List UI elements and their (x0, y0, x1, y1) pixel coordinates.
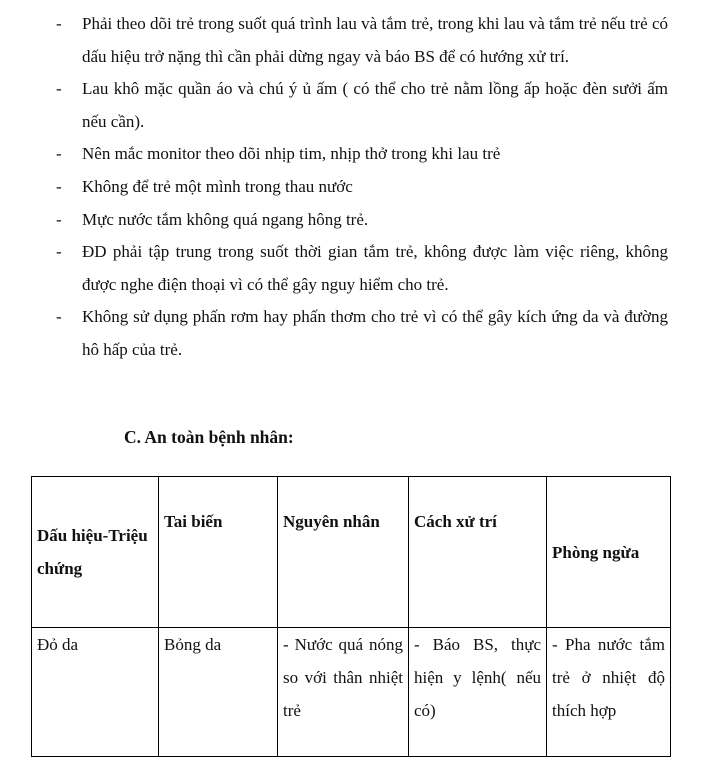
header-prevention: Phòng ngừa (547, 477, 671, 628)
list-item (56, 138, 668, 171)
list-item (56, 171, 668, 204)
list-item-text: Không để trẻ một mình trong thau nước (82, 176, 353, 196)
header-complication: Tai biến (159, 477, 278, 628)
section-heading: C. An toàn bệnh nhân: (124, 427, 294, 447)
list-item-text: Lau khô mặc quần áo và chú ý ủ ấm ( có thể cho trẻ nằm lồng ấp hoặc đèn sưởi ấm nếu cần). (82, 79, 668, 131)
list-item (56, 236, 668, 301)
list-item (56, 301, 668, 366)
cell-treatment: - Báo BS, thực hiện y lệnh( nếu có) (409, 628, 547, 757)
header-signs-symptoms: Dấu hiệu-Triệu chứng (32, 477, 159, 628)
list-item (56, 204, 668, 237)
list-item-text: ĐD phải tập trung trong suốt thời gian tắm trẻ, không được làm việc riêng, không được nghe điện thoại vì có thể gây nguy hiểm cho trẻ. (82, 242, 668, 294)
list-item-text: Phải theo dõi trẻ trong suốt quá trình lau và tắm trẻ, trong khi lau và tắm trẻ nếu trẻ có dấu hiệu trở nặng thì cần phải dừng ngay và báo BS để có hướng xử trí. (82, 14, 668, 66)
table-header-row (32, 477, 671, 628)
bullet-dash: - (56, 209, 62, 229)
header-treatment: Cách xử trí (409, 477, 547, 628)
care-instructions-list (56, 8, 668, 367)
bullet-dash: - (56, 242, 62, 262)
list-item-text: Không sử dụng phấn rơm hay phấn thơm cho trẻ vì có thể gây kích ứng da và đường hô hấp của trẻ. (82, 307, 668, 359)
bullet-dash: - (56, 79, 62, 99)
cell-complication: Bỏng da (159, 628, 278, 757)
list-item (56, 73, 668, 138)
header-cause: Nguyên nhân (278, 477, 409, 628)
bullet-dash: - (56, 14, 62, 33)
bullet-dash: - (56, 307, 62, 327)
cell-prevention: - Pha nước tắm trẻ ở nhiệt độ thích hợp (547, 628, 671, 757)
list-item-text: Nên mắc monitor theo dõi nhịp tim, nhịp thở trong khi lau trẻ (82, 144, 501, 164)
table-row (32, 628, 671, 757)
list-item-text: Mực nước tắm không quá ngang hông trẻ. (82, 209, 369, 229)
bullet-dash: - (56, 176, 62, 196)
cell-cause: - Nước quá nóng so với thân nhiệt trẻ (278, 628, 409, 757)
bullet-dash: - (56, 144, 62, 164)
cell-signs-symptoms: Đỏ da (32, 628, 159, 757)
patient-safety-table (31, 476, 671, 757)
list-item (56, 8, 668, 73)
